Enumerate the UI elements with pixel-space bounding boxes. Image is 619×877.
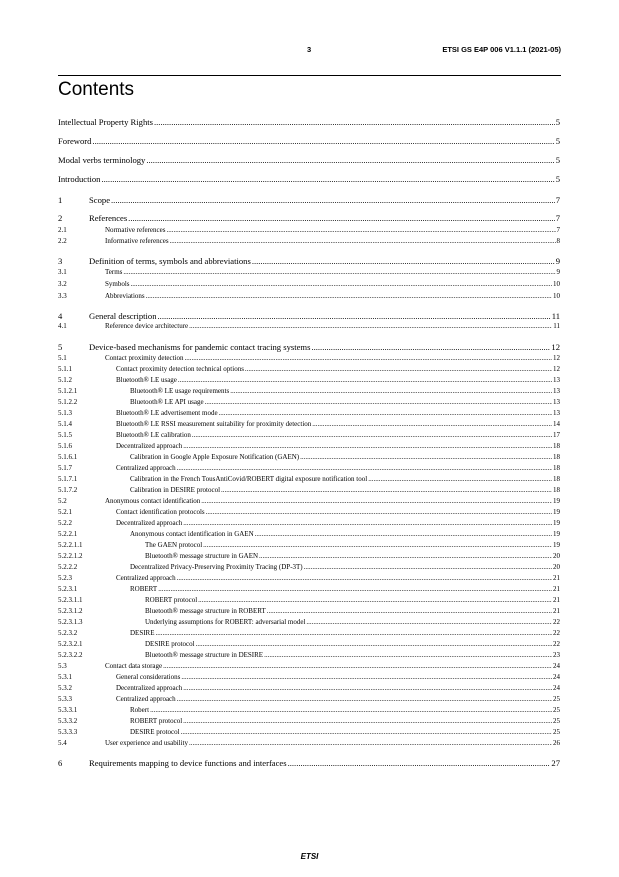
toc-entry-label: General description — [89, 311, 157, 321]
toc-entry-number: 5.2.3.1.2 — [58, 607, 83, 615]
toc-entry[interactable] — [58, 155, 560, 165]
toc-entry[interactable] — [58, 530, 560, 538]
toc-entry[interactable] — [58, 420, 560, 428]
toc-entry-page: 18 — [553, 453, 560, 461]
toc-entry-page: 27 — [551, 758, 560, 768]
toc-entry-number: 5.3.3.2 — [58, 717, 78, 725]
toc-entry-page: 21 — [553, 607, 560, 615]
toc-entry-label: ROBERT protocol — [145, 596, 198, 604]
toc-entry-label: Decentralized approach — [116, 442, 183, 450]
toc-entry-label: Underlying assumptions for ROBERT: adversarial model — [145, 618, 306, 626]
toc-entry-label: Robert — [130, 706, 150, 714]
toc-dot-leader — [123, 268, 555, 276]
toc-dot-leader — [196, 640, 552, 648]
toc-dot-leader — [300, 453, 552, 461]
toc-dot-leader — [150, 706, 552, 714]
toc-entry-label: Bluetooth® message structure in ROBERT — [145, 607, 266, 615]
toc-entry[interactable] — [58, 552, 560, 560]
toc-entry[interactable] — [58, 311, 560, 321]
page-title: Contents — [58, 79, 135, 100]
toc-entry-label: Normative references — [105, 226, 166, 234]
toc-entry-page: 20 — [553, 552, 560, 560]
toc-entry[interactable] — [58, 706, 560, 714]
toc-entry-number: 5.1.6.1 — [58, 453, 78, 461]
toc-entry-label: Bluetooth® LE usage — [116, 376, 177, 384]
toc-entry-page: 12 — [551, 342, 560, 352]
toc-entry[interactable] — [58, 486, 560, 494]
toc-entry-number: 5.2.3.1 — [58, 585, 78, 593]
toc-entry-page: 25 — [553, 717, 560, 725]
toc-entry[interactable] — [58, 268, 560, 276]
toc-entry-page: 7 — [555, 213, 560, 223]
toc-entry-label: Definition of terms, symbols and abbreviations — [89, 256, 251, 266]
toc-entry-number: 2.2 — [58, 237, 67, 245]
toc-entry[interactable] — [58, 728, 560, 736]
toc-dot-leader — [177, 574, 552, 582]
toc-dot-leader — [154, 117, 555, 127]
toc-entry-label: Bluetooth® LE RSSI measurement suitability for proximity detection — [116, 420, 312, 428]
toc-dot-leader — [181, 728, 552, 736]
toc-entry[interactable] — [58, 695, 560, 703]
toc-entry-page: 22 — [553, 618, 560, 626]
toc-entry-label: Abbreviations — [105, 292, 145, 300]
toc-entry-number: 3.1 — [58, 268, 67, 276]
toc-entry-number: 5.3.3.1 — [58, 706, 78, 714]
toc-entry-label: ROBERT — [130, 585, 158, 593]
toc-entry[interactable] — [58, 585, 560, 593]
toc-entry-page: 5 — [555, 155, 560, 165]
toc-entry[interactable] — [58, 508, 560, 516]
toc-entry-label: Bluetooth® LE calibration — [116, 431, 191, 439]
toc-entry-number: 2 — [58, 213, 63, 223]
toc-entry-page: 10 — [553, 280, 560, 288]
toc-entry[interactable] — [58, 213, 560, 223]
header-page-number: 3 — [307, 45, 312, 54]
toc-entry-number: 5.1.1 — [58, 365, 72, 373]
toc-dot-leader — [158, 585, 552, 593]
toc-entry-number: 5.1.2.2 — [58, 398, 78, 406]
toc-entry-page: 17 — [553, 431, 560, 439]
toc-entry-number: 5.2.3 — [58, 574, 72, 582]
toc-entry[interactable] — [58, 292, 560, 300]
toc-dot-leader — [203, 541, 552, 549]
toc-entry-label: User experience and usability — [105, 739, 188, 747]
toc-entry-number: 2.1 — [58, 226, 67, 234]
toc-dot-leader — [219, 409, 552, 417]
toc-entry[interactable] — [58, 453, 560, 461]
toc-entry-label: Symbols — [105, 280, 130, 288]
toc-entry-page: 24 — [553, 662, 560, 670]
toc-entry-page: 8 — [556, 237, 560, 245]
toc-entry-label: Scope — [89, 195, 111, 205]
toc-entry-page: 21 — [553, 596, 560, 604]
toc-entry-number: 5.2.2.2 — [58, 563, 78, 571]
toc-dot-leader — [205, 398, 552, 406]
toc-entry-label: Bluetooth® LE API usage — [130, 398, 204, 406]
toc-entry-page: 19 — [553, 530, 560, 538]
toc-entry-label: DESIRE protocol — [130, 728, 180, 736]
toc-entry-page: 12 — [553, 365, 560, 373]
toc-entry-label: Centralized approach — [116, 464, 176, 472]
toc-entry-page: 5 — [555, 117, 560, 127]
toc-entry-number: 5.2.3.2.2 — [58, 651, 83, 659]
toc-entry-number: 3.2 — [58, 280, 67, 288]
toc-entry[interactable] — [58, 376, 560, 384]
toc-entry-label: Calibration in the French TousAntiCovid/ROBERT digital exposure notification tool — [130, 475, 368, 483]
toc-dot-leader — [183, 519, 552, 527]
toc-entry-label: Foreword — [58, 136, 92, 146]
toc-entry-number: 5.2.3.1.3 — [58, 618, 83, 626]
toc-entry-label: Contact proximity detection technical options — [116, 365, 244, 373]
toc-entry-page: 18 — [553, 442, 560, 450]
toc-entry-number: 5.3.3 — [58, 695, 72, 703]
toc-entry-label: Modal verbs terminology — [58, 155, 146, 165]
toc-entry[interactable] — [58, 387, 560, 395]
toc-entry[interactable] — [58, 174, 560, 184]
toc-entry-page: 23 — [553, 651, 560, 659]
toc-entry-number: 4.1 — [58, 322, 67, 330]
toc-entry[interactable] — [58, 409, 560, 417]
toc-dot-leader — [267, 607, 552, 615]
toc-entry-number: 3.3 — [58, 292, 67, 300]
toc-dot-leader — [163, 662, 552, 670]
toc-entry-label: Decentralized approach — [116, 519, 183, 527]
toc-entry[interactable] — [58, 226, 560, 234]
toc-entry-label: DESIRE — [130, 629, 155, 637]
toc-dot-leader — [304, 563, 552, 571]
toc-entry-label: Bluetooth® message structure in DESIRE — [145, 651, 264, 659]
toc-dot-leader — [189, 322, 552, 330]
toc-entry[interactable] — [58, 662, 560, 670]
toc-entry-label: Requirements mapping to device functions and interfaces — [89, 758, 287, 768]
toc-entry[interactable] — [58, 563, 560, 571]
toc-entry-page: 20 — [553, 563, 560, 571]
toc-entry-number: 5.2.3.2 — [58, 629, 78, 637]
toc-entry[interactable] — [58, 717, 560, 725]
toc-entry-label: Contact identification protocols — [116, 508, 205, 516]
toc-entry-number: 5.3 — [58, 662, 67, 670]
toc-entry[interactable] — [58, 574, 560, 582]
toc-entry[interactable] — [58, 618, 560, 626]
toc-entry-label: Anonymous contact identification in GAEN — [130, 530, 254, 538]
toc-entry-number: 5.2.2.1 — [58, 530, 78, 538]
toc-dot-leader — [288, 758, 551, 768]
toc-entry[interactable] — [58, 322, 560, 330]
toc-entry-label: DESIRE protocol — [145, 640, 195, 648]
toc-entry-number: 5.1.7.1 — [58, 475, 78, 483]
toc-entry[interactable] — [58, 758, 560, 768]
toc-entry-page: 7 — [555, 195, 560, 205]
toc-entry-label: ROBERT protocol — [130, 717, 183, 725]
toc-entry-page: 26 — [553, 739, 560, 747]
toc-entry-page: 21 — [553, 585, 560, 593]
toc-entry-page: 13 — [553, 387, 560, 395]
toc-entry[interactable] — [58, 237, 560, 245]
toc-entry-label: The GAEN protocol — [145, 541, 203, 549]
toc-dot-leader — [252, 256, 555, 266]
toc-entry[interactable] — [58, 464, 560, 472]
toc-entry-number: 5.2.3.1.1 — [58, 596, 83, 604]
toc-entry-number: 5.1.5 — [58, 431, 72, 439]
toc-entry-label: Centralized approach — [116, 574, 176, 582]
toc-entry-label: Intellectual Property Rights — [58, 117, 153, 127]
toc-dot-leader — [259, 552, 552, 560]
toc-entry-page: 18 — [553, 486, 560, 494]
toc-entry-label: Calibration in Google Apple Exposure Notification (GAEN) — [130, 453, 300, 461]
toc-entry-number: 5.1.7.2 — [58, 486, 78, 494]
toc-entry-number: 5.1.2.1 — [58, 387, 78, 395]
toc-entry-page: 18 — [553, 475, 560, 483]
toc-entry-number: 6 — [58, 758, 63, 768]
toc-entry-page: 21 — [553, 574, 560, 582]
toc-entry-number: 5.3.1 — [58, 673, 72, 681]
toc-entry-number: 5.1.4 — [58, 420, 72, 428]
toc-entry-page: 11 — [551, 311, 560, 321]
toc-entry-number: 3 — [58, 256, 63, 266]
toc-entry-number: 5.1.7 — [58, 464, 72, 472]
toc-dot-leader — [128, 213, 555, 223]
toc-entry-label: Bluetooth® LE advertisement mode — [116, 409, 218, 417]
toc-dot-leader — [189, 739, 552, 747]
toc-dot-leader — [177, 695, 552, 703]
toc-entry[interactable] — [58, 497, 560, 505]
toc-entry-page: 13 — [553, 376, 560, 384]
toc-entry[interactable] — [58, 519, 560, 527]
toc-entry-label: Contact proximity detection — [105, 354, 184, 362]
toc-entry-number: 1 — [58, 195, 63, 205]
toc-entry-page: 22 — [553, 629, 560, 637]
header-document-id: ETSI GS E4P 006 V1.1.1 (2021-05) — [442, 45, 561, 54]
toc-entry-page: 5 — [555, 174, 560, 184]
toc-entry[interactable] — [58, 442, 560, 450]
toc-entry-label: Terms — [105, 268, 123, 276]
toc-entry-label: Device-based mechanisms for pandemic contact tracing systems — [89, 342, 311, 352]
toc-dot-leader — [183, 442, 552, 450]
toc-dot-leader — [221, 486, 552, 494]
toc-entry-number: 5.2.2.1.2 — [58, 552, 83, 560]
toc-entry-page: 9 — [556, 268, 560, 276]
toc-entry-number: 5.2.1 — [58, 508, 72, 516]
toc-entry-page: 25 — [553, 695, 560, 703]
toc-entry-label: Anonymous contact identification — [105, 497, 201, 505]
toc-entry[interactable] — [58, 673, 560, 681]
toc-dot-leader — [183, 717, 552, 725]
toc-entry-page: 19 — [553, 497, 560, 505]
toc-dot-leader — [92, 136, 554, 146]
toc-entry-page: 13 — [553, 409, 560, 417]
toc-dot-leader — [255, 530, 552, 538]
toc-entry[interactable] — [58, 739, 560, 747]
toc-entry[interactable] — [58, 431, 560, 439]
toc-entry-page: 24 — [553, 684, 560, 692]
toc-entry-number: 5.3.2 — [58, 684, 72, 692]
header-divider — [58, 75, 561, 76]
toc-dot-leader — [306, 618, 552, 626]
toc-entry[interactable] — [58, 342, 560, 352]
toc-entry-page: 18 — [553, 464, 560, 472]
toc-entry[interactable] — [58, 607, 560, 615]
toc-entry-page: 19 — [553, 519, 560, 527]
toc-entry-number: 5.1.2 — [58, 376, 72, 384]
toc-entry[interactable] — [58, 256, 560, 266]
toc-dot-leader — [201, 497, 552, 505]
toc-dot-leader — [146, 292, 552, 300]
toc-entry[interactable] — [58, 365, 560, 373]
toc-entry[interactable] — [58, 136, 560, 146]
toc-entry-page: 19 — [553, 508, 560, 516]
toc-entry[interactable] — [58, 651, 560, 659]
footer-logo-text: ETSI — [300, 852, 319, 861]
toc-entry[interactable] — [58, 541, 560, 549]
toc-dot-leader — [198, 596, 552, 604]
toc-entry-page: 7 — [556, 226, 560, 234]
toc-entry-number: 5.4 — [58, 739, 67, 747]
toc-dot-leader — [264, 651, 552, 659]
toc-dot-leader — [192, 431, 552, 439]
toc-dot-leader — [183, 684, 552, 692]
toc-entry-label: Introduction — [58, 174, 101, 184]
toc-entry-number: 4 — [58, 311, 63, 321]
toc-entry-label: References — [89, 213, 128, 223]
toc-dot-leader — [131, 280, 552, 288]
toc-entry-page: 10 — [553, 292, 560, 300]
toc-entry[interactable] — [58, 475, 560, 483]
toc-dot-leader — [245, 365, 552, 373]
toc-entry-label: General considerations — [116, 673, 181, 681]
toc-entry-number: 5.1 — [58, 354, 67, 362]
toc-dot-leader — [166, 226, 555, 234]
toc-entry-page: 25 — [553, 728, 560, 736]
toc-entry[interactable] — [58, 398, 560, 406]
toc-entry-label: Calibration in DESIRE protocol — [130, 486, 221, 494]
toc-entry[interactable] — [58, 354, 560, 362]
toc-entry-label: Centralized approach — [116, 695, 176, 703]
toc-dot-leader — [111, 195, 555, 205]
toc-entry[interactable] — [58, 195, 560, 205]
toc-entry[interactable] — [58, 117, 560, 127]
toc-entry-number: 5.1.6 — [58, 442, 72, 450]
toc-entry-label: Bluetooth® LE usage requirements — [130, 387, 230, 395]
toc-entry-page: 19 — [553, 541, 560, 549]
toc-entry[interactable] — [58, 280, 560, 288]
toc-dot-leader — [181, 673, 552, 681]
toc-entry-label: Bluetooth® message structure in GAEN — [145, 552, 259, 560]
toc-entry-label: Decentralized approach — [116, 684, 183, 692]
toc-entry-page: 11 — [553, 322, 560, 330]
toc-dot-leader — [146, 155, 554, 165]
toc-entry-number: 5.2.3.2.1 — [58, 640, 83, 648]
toc-dot-leader — [185, 354, 552, 362]
toc-dot-leader — [156, 629, 553, 637]
toc-dot-leader — [230, 387, 552, 395]
toc-entry-label: Reference device architecture — [105, 322, 189, 330]
toc-entry-page: 12 — [553, 354, 560, 362]
toc-dot-leader — [368, 475, 552, 483]
toc-entry-page: 9 — [555, 256, 560, 266]
toc-entry[interactable] — [58, 596, 560, 604]
toc-dot-leader — [101, 174, 554, 184]
toc-entry-number: 5.2 — [58, 497, 67, 505]
toc-dot-leader — [311, 342, 550, 352]
toc-entry[interactable] — [58, 640, 560, 648]
toc-entry-page: 5 — [555, 136, 560, 146]
toc-entry-page: 14 — [553, 420, 560, 428]
toc-entry-page: 22 — [553, 640, 560, 648]
toc-entry-page: 24 — [553, 673, 560, 681]
toc-entry-page: 13 — [553, 398, 560, 406]
toc-entry-number: 5.2.2.1.1 — [58, 541, 83, 549]
toc-entry-label: Contact data storage — [105, 662, 163, 670]
toc-dot-leader — [312, 420, 552, 428]
toc-dot-leader — [170, 237, 556, 245]
toc-entry[interactable] — [58, 684, 560, 692]
toc-entry-number: 5.3.3.3 — [58, 728, 78, 736]
toc-entry-label: Decentralized Privacy-Preserving Proximity Tracing (DP-3T) — [130, 563, 303, 571]
toc-entry-page: 25 — [553, 706, 560, 714]
toc-dot-leader — [178, 376, 552, 384]
toc-entry-number: 5.2.2 — [58, 519, 72, 527]
toc-entry-number: 5.1.3 — [58, 409, 72, 417]
toc-dot-leader — [206, 508, 552, 516]
toc-entry[interactable] — [58, 629, 560, 637]
toc-entry-number: 5 — [58, 342, 63, 352]
toc-dot-leader — [177, 464, 552, 472]
toc-dot-leader — [158, 311, 551, 321]
toc-entry-label: Informative references — [105, 237, 169, 245]
